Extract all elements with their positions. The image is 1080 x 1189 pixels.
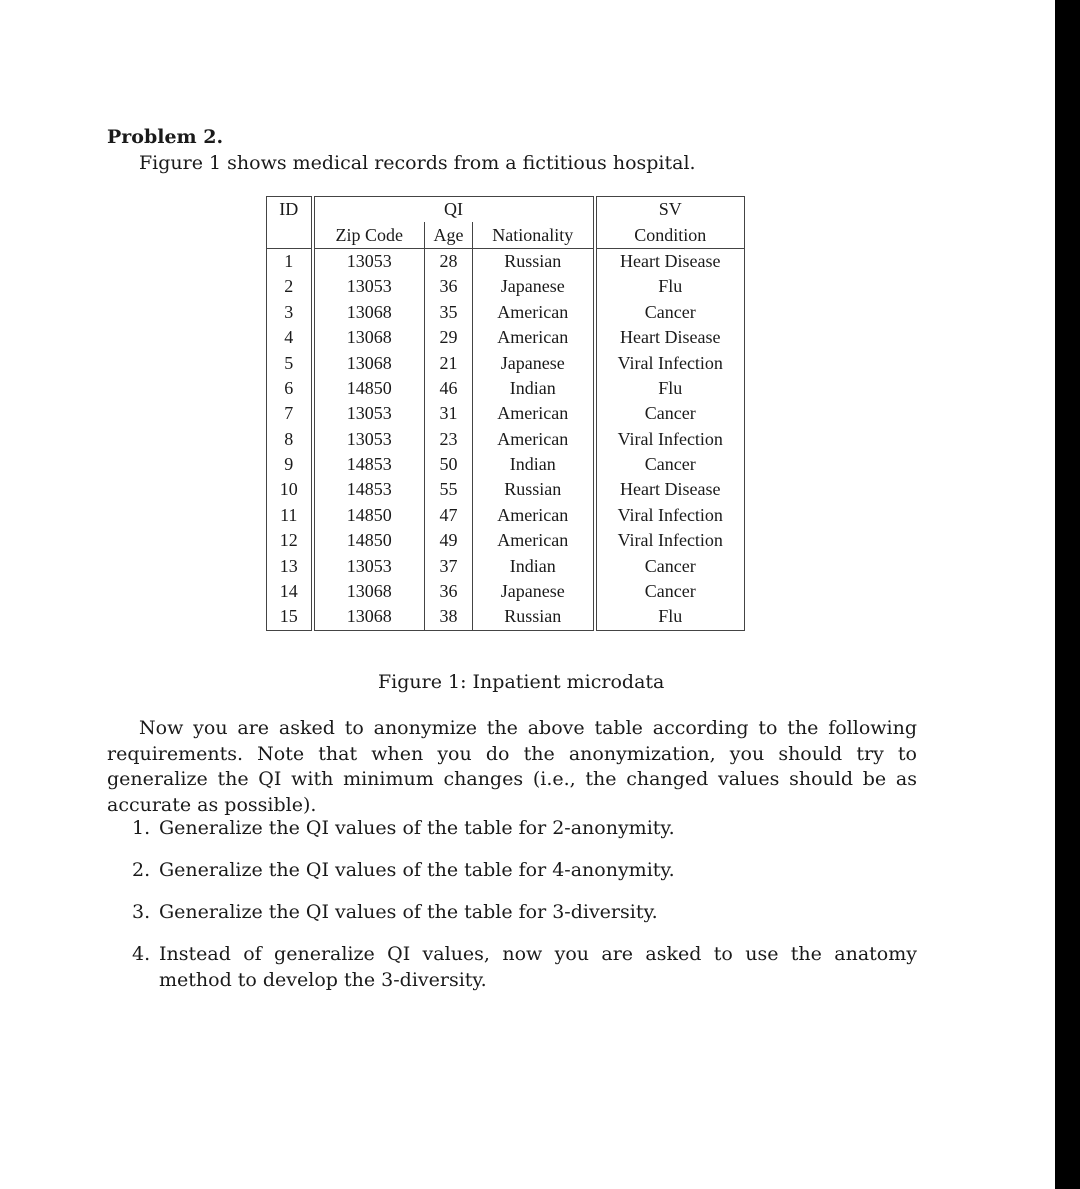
id-blank-header xyxy=(267,222,313,248)
record-nationality: American xyxy=(473,401,595,426)
record-nationality: Japanese xyxy=(473,350,595,375)
question-text: Generalize the QI values of the table for 3-diversity. xyxy=(159,901,658,923)
record-nationality: American xyxy=(473,528,595,553)
record-nationality: Japanese xyxy=(473,579,595,604)
record-condition: Heart Disease xyxy=(620,250,721,271)
table-row xyxy=(267,452,745,477)
question-item xyxy=(107,942,917,993)
record-condition: Cancer xyxy=(644,555,696,576)
table-row xyxy=(267,579,745,604)
record-id: 11 xyxy=(267,503,313,528)
record-zip-code: 13068 xyxy=(313,300,425,325)
table-row xyxy=(267,300,745,325)
paragraph-text: Now you are asked to anonymize the above table according to the following requirements. Note that when you do the anonymization, you should try to generalize the QI with minimum changes (i.e., the changed values should be as accurate as possible). xyxy=(107,717,917,816)
record-id: 13 xyxy=(267,553,313,578)
table-row xyxy=(267,604,745,630)
record-nationality: American xyxy=(473,503,595,528)
problem-heading: Problem 2. xyxy=(107,126,224,148)
screen-edge-bar xyxy=(1055,0,1080,1189)
table-row xyxy=(267,401,745,426)
record-zip-code: 14850 xyxy=(313,503,425,528)
table-row xyxy=(267,325,745,350)
record-age: 31 xyxy=(425,401,473,426)
question-text: Instead of generalize QI values, now you are asked to use the anatomy method to develop the 3-diversity. xyxy=(159,943,917,991)
question-item xyxy=(107,858,917,884)
record-zip-code: 14853 xyxy=(313,452,425,477)
record-condition: Cancer xyxy=(644,301,696,322)
record-id: 1 xyxy=(267,248,313,274)
record-id: 8 xyxy=(267,427,313,452)
record-zip-code: 13068 xyxy=(313,604,425,630)
question-text: Generalize the QI values of the table for 4-anonymity. xyxy=(159,859,675,881)
record-nationality: Russian xyxy=(473,477,595,502)
record-age: 55 xyxy=(425,477,473,502)
record-condition: Viral Infection xyxy=(617,352,723,373)
record-condition: Heart Disease xyxy=(620,479,721,500)
record-zip-code: 13053 xyxy=(313,427,425,452)
record-id: 7 xyxy=(267,401,313,426)
record-nationality: American xyxy=(473,325,595,350)
record-id: 4 xyxy=(267,325,313,350)
record-age: 37 xyxy=(425,553,473,578)
record-condition: Cancer xyxy=(644,403,696,424)
sv-header: SV xyxy=(658,199,682,220)
group-header-row xyxy=(267,197,745,223)
record-zip-code: 13068 xyxy=(313,350,425,375)
question-item xyxy=(107,900,917,926)
question-item xyxy=(107,816,917,842)
record-age: 29 xyxy=(425,325,473,350)
id-header: ID xyxy=(267,197,313,223)
table-row xyxy=(267,503,745,528)
record-nationality: Indian xyxy=(473,452,595,477)
record-age: 28 xyxy=(425,248,473,274)
record-age: 35 xyxy=(425,300,473,325)
record-zip-code: 13068 xyxy=(313,579,425,604)
question-list xyxy=(107,816,917,1010)
table-row xyxy=(267,350,745,375)
table-row xyxy=(267,274,745,299)
record-id: 10 xyxy=(267,477,313,502)
table-row xyxy=(267,477,745,502)
record-id: 9 xyxy=(267,452,313,477)
record-condition: Viral Infection xyxy=(617,428,723,449)
record-id: 3 xyxy=(267,300,313,325)
record-nationality: American xyxy=(473,300,595,325)
table-row xyxy=(267,427,745,452)
question-number: 2. xyxy=(132,859,151,881)
record-nationality: Indian xyxy=(473,553,595,578)
record-id: 14 xyxy=(267,579,313,604)
record-zip-code: 14853 xyxy=(313,477,425,502)
record-zip-code: 14850 xyxy=(313,376,425,401)
record-condition: Cancer xyxy=(644,581,696,602)
record-condition: Flu xyxy=(658,276,683,297)
record-age: 49 xyxy=(425,528,473,553)
record-age: 23 xyxy=(425,427,473,452)
record-zip-code: 14850 xyxy=(313,528,425,553)
table-row xyxy=(267,376,745,401)
record-age: 21 xyxy=(425,350,473,375)
record-age: 50 xyxy=(425,452,473,477)
record-age: 47 xyxy=(425,503,473,528)
record-zip-code: 13068 xyxy=(313,325,425,350)
record-id: 2 xyxy=(267,274,313,299)
figure-caption: Figure 1: Inpatient microdata xyxy=(378,671,665,693)
record-nationality: Russian xyxy=(473,604,595,630)
record-nationality: American xyxy=(473,427,595,452)
record-id: 12 xyxy=(267,528,313,553)
question-number: 3. xyxy=(132,901,151,923)
record-id: 6 xyxy=(267,376,313,401)
record-zip-code: 13053 xyxy=(313,274,425,299)
table-row xyxy=(267,528,745,553)
problem-intro: Figure 1 shows medical records from a fictitious hospital. xyxy=(139,152,696,174)
record-id: 5 xyxy=(267,350,313,375)
question-number: 4. xyxy=(132,943,151,965)
record-nationality: Indian xyxy=(473,376,595,401)
column-header-row xyxy=(267,222,745,248)
record-zip-code: 13053 xyxy=(313,248,425,274)
record-condition: Viral Infection xyxy=(617,530,723,551)
record-condition: Flu xyxy=(658,606,683,627)
age-header: Age xyxy=(425,222,473,248)
question-number: 1. xyxy=(132,817,151,839)
record-condition: Cancer xyxy=(644,454,696,475)
record-zip-code: 13053 xyxy=(313,553,425,578)
medical-records-table xyxy=(266,196,745,631)
record-nationality: Russian xyxy=(473,248,595,274)
record-id: 15 xyxy=(267,604,313,630)
nationality-header: Nationality xyxy=(473,222,595,248)
question-text: Generalize the QI values of the table for 2-anonymity. xyxy=(159,817,675,839)
zip-code-header: Zip Code xyxy=(313,222,425,248)
instructions-paragraph xyxy=(107,716,917,818)
table-row xyxy=(267,248,745,274)
record-condition: Flu xyxy=(658,377,683,398)
record-age: 36 xyxy=(425,274,473,299)
record-condition: Viral Infection xyxy=(617,504,723,525)
qi-header: QI xyxy=(313,197,595,223)
record-age: 38 xyxy=(425,604,473,630)
record-age: 36 xyxy=(425,579,473,604)
condition-header: Condition xyxy=(595,222,745,248)
record-nationality: Japanese xyxy=(473,274,595,299)
table-row xyxy=(267,553,745,578)
record-age: 46 xyxy=(425,376,473,401)
record-condition: Heart Disease xyxy=(620,327,721,348)
record-zip-code: 13053 xyxy=(313,401,425,426)
